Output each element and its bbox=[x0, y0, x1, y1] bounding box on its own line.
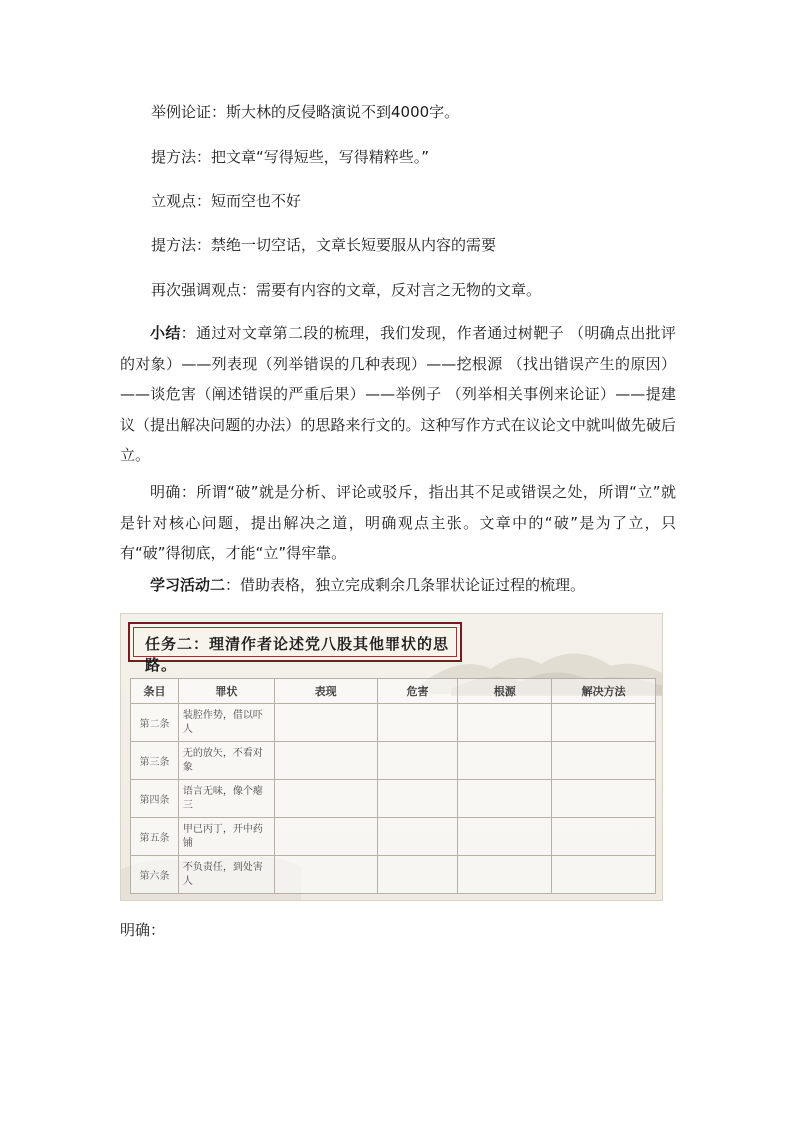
empty-cell[interactable] bbox=[552, 780, 656, 818]
row-item: 第六条 bbox=[131, 856, 179, 894]
empty-cell[interactable] bbox=[274, 818, 377, 856]
empty-cell[interactable] bbox=[552, 704, 656, 742]
activity-paragraph bbox=[120, 570, 676, 601]
header-crime: 罪状 bbox=[178, 679, 274, 704]
activity-text: 借助表格，独立完成剩余几条罪状论证过程的梳理。 bbox=[240, 576, 586, 594]
empty-cell[interactable] bbox=[552, 742, 656, 780]
empty-cell[interactable] bbox=[377, 856, 458, 894]
table-row bbox=[131, 742, 656, 780]
row-crime: 甲已丙丁，开中药铺 bbox=[178, 818, 274, 856]
row-item: 第二条 bbox=[131, 704, 179, 742]
empty-cell[interactable] bbox=[274, 704, 377, 742]
viewpoint-line: 立观点：短而空也不好 bbox=[151, 192, 302, 210]
empty-cell[interactable] bbox=[458, 742, 552, 780]
task-banner bbox=[128, 622, 462, 674]
empty-cell[interactable] bbox=[274, 856, 377, 894]
empty-cell[interactable] bbox=[458, 780, 552, 818]
table-row bbox=[131, 818, 656, 856]
answer-label: 明确： bbox=[120, 921, 166, 939]
example-argument-line: 举例论证：斯大林的反侵略演说不到4000字。 bbox=[151, 103, 460, 121]
row-crime: 无的放矢，不看对象 bbox=[178, 742, 274, 780]
table-header-row bbox=[131, 679, 656, 704]
empty-cell[interactable] bbox=[458, 818, 552, 856]
table-row bbox=[131, 704, 656, 742]
row-item: 第三条 bbox=[131, 742, 179, 780]
row-crime: 语言无味，像个瘪三 bbox=[178, 780, 274, 818]
empty-cell[interactable] bbox=[458, 704, 552, 742]
empty-cell[interactable] bbox=[377, 742, 458, 780]
table-row bbox=[131, 780, 656, 818]
empty-cell[interactable] bbox=[377, 818, 458, 856]
row-item: 第五条 bbox=[131, 818, 179, 856]
empty-cell[interactable] bbox=[274, 742, 377, 780]
header-item: 条目 bbox=[131, 679, 179, 704]
table-row bbox=[131, 856, 656, 894]
header-harm: 危害 bbox=[377, 679, 458, 704]
empty-cell[interactable] bbox=[377, 780, 458, 818]
activity-colon: ： bbox=[225, 576, 241, 594]
summary-colon: ： bbox=[180, 324, 197, 342]
header-manifestation: 表现 bbox=[274, 679, 377, 704]
empty-cell[interactable] bbox=[552, 818, 656, 856]
summary-paragraph bbox=[120, 318, 676, 471]
empty-cell[interactable] bbox=[377, 704, 458, 742]
method-line-2: 提方法：禁绝一切空话，文章长短要服从内容的需要 bbox=[151, 236, 497, 254]
emphasis-line: 再次强调观点：需要有内容的文章，反对言之无物的文章。 bbox=[151, 281, 542, 299]
row-crime: 不负责任，到处害人 bbox=[178, 856, 274, 894]
method-line-1: 提方法：把文章“写得短些，写得精粹些。” bbox=[151, 148, 430, 166]
empty-cell[interactable] bbox=[458, 856, 552, 894]
task-table-figure bbox=[120, 613, 663, 901]
row-crime: 装腔作势，借以吓人 bbox=[178, 704, 274, 742]
summary-text: 通过对文章第二段的梳理，我们发现，作者通过树靶子 （明确点出批评的对象）——列表现（列举错误的几种表现）——挖根源 （找出错误产生的原因）——谈危害（阐述错误的严重后果）——举例子 （列举相关事例来论证）——提建议（提出解决问题的办法）的思路来行文的。这种写作方式在议论文中就叫做先破后立。 bbox=[120, 324, 676, 464]
crime-table bbox=[130, 678, 656, 894]
empty-cell[interactable] bbox=[274, 780, 377, 818]
header-solution: 解决方法 bbox=[552, 679, 656, 704]
row-item: 第四条 bbox=[131, 780, 179, 818]
task-banner-title: 任务二：理清作者论述党八股其他罪状的思路。 bbox=[145, 635, 450, 674]
activity-label: 学习活动二 bbox=[150, 576, 226, 594]
header-root: 根源 bbox=[458, 679, 552, 704]
clarify-paragraph: 明确：所谓“破”就是分析、评论或驳斥，指出其不足或错误之处，所谓“立”就是针对核心问题，提出解决之道，明确观点主张。文章中的“破”是为了立，只有“破”得彻底，才能“立”得牢靠。 bbox=[120, 483, 676, 562]
summary-label: 小结 bbox=[150, 324, 181, 342]
empty-cell[interactable] bbox=[552, 856, 656, 894]
